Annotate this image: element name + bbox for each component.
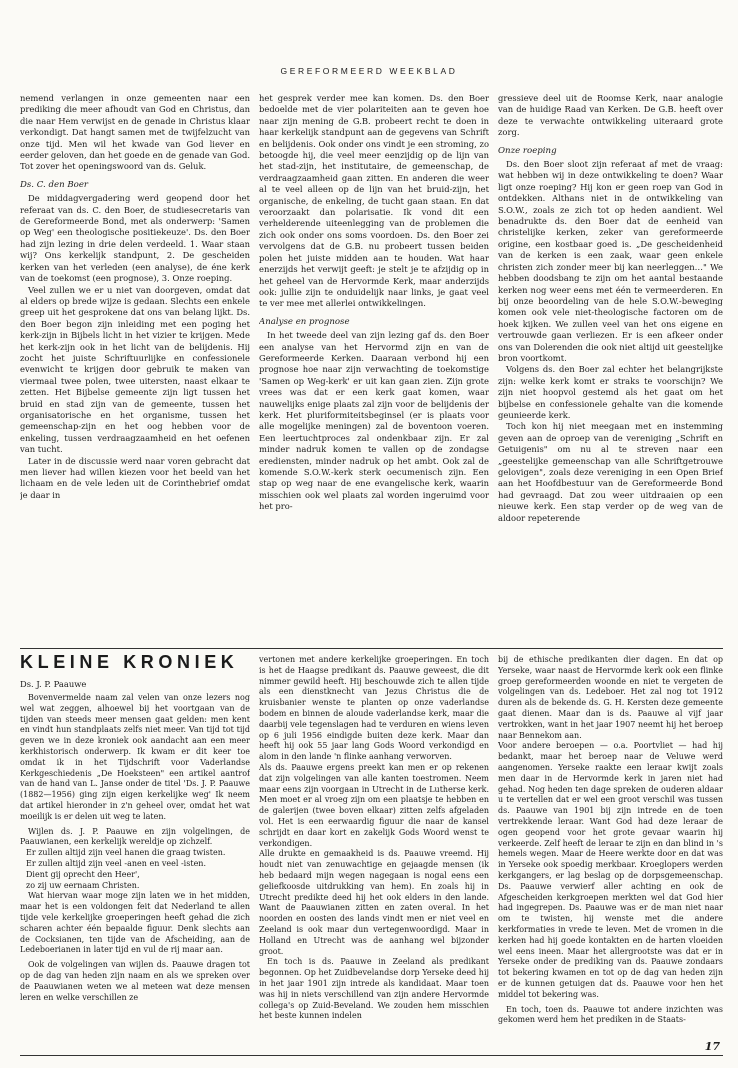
article-column-3 — [498, 93, 723, 641]
article-column-2 — [259, 93, 489, 641]
paragraph: bij de ethische predikanten dier dagen. En dat op Yerseke, waar naast de Hervormde kerk ook een flinke groep gereformeerden woonde en niet te vergeten de volgelingen van ds. Ledeboer. Het zal nog tot 1912 duren als de bekende ds. G. H. Kersten deze gemeente gaat dienen. Maar dan is ds. Paauwe al vijf jaar vertrokken, want in het jaar 1907 neemt hij het beroep naar Bennekom aan. — [498, 655, 723, 740]
verse — [20, 848, 250, 891]
paragraph: Toch kon hij niet meegaan met en instemming geven aan de oproep van de vereniging „Schrift en Getuigenis" om nu al te streven naar een „geestelijke gemeenschap van alle Schriftgetrouwe gelovigen", zoals deze vereniging in een Open Brief aan het Hoofdbestuur van de Gereformeerde Bond had gevraagd. Dat zou weer uitdraaien op een nieuwe kerk. Een stap verder op de weg van de aldoor repeterende — [498, 421, 723, 523]
paragraph: Veel zullen we er u niet van doorgeven, omdat dat al elders op brede wijze is gedaan. Slechts een enkele greep uit het gesprokene dat ons van belang lijkt. Ds. den Boer begon zijn inleiding met een poging het kerk-zijn in Bijbels licht in het vizier te krijgen. Mede het kerk-zijn ook in het licht van de belijdenis. Hij zocht het juiste Schriftuurlijke en confessionele evenwicht te krijgen door gebruik te maken van viermaal twee polen, twee uitersten, naast elkaar te zetten. Het Bijbelse gemeente zijn ligt tussen het bruid en stad zijn van de gemeente, tussen het organisatorische en het organisme, tussen het gemeenschap-zijn en het oog hebben voor de enkeling, tussen verdraagzaamheid en het oefenen van tucht. — [20, 284, 250, 455]
paragraph: vertonen met andere kerkelijke groeperingen. En toch is het de Haagse predikant ds. Paauwe geweest, die dit nimmer gewild heeft. Hij beschouwde zich te allen tijde als een dienstknecht van Jezus Christus die de kruisbanier wenste te planten op onze vaderlandse bodem en binnen de aloude vaderlandse kerk, maar die daarbij vele tegenslagen had te verduren en wiens leven op 6 juli 1956 eindigde buiten deze kerk. Maar dan heeft hij ook 55 jaar lang Gods Woord verkondigd en alom in den lande 'n flinke aanhang verworven. — [259, 655, 489, 762]
paragraph: Als ds. Paauwe ergens preekt kan men er op rekenen dat zijn volgelingen van alle kanten toestromen. Neem maar eens zijn voorgaan in Utrecht in de Lutherse kerk. Men moet er al vroeg zijn om een plaatsje te hebben en de galerijen (twee boven elkaar) zitten zelfs afgeladen vol. Het is een eerwaardig figuur die naar de kansel schrijdt en daar kort en zakelijk Gods Woord wenst te verkondigen. — [259, 762, 489, 848]
section-heading-analyse: Analyse en prognose — [259, 316, 350, 327]
paragraph: Wat hiervan waar moge zijn laten we in het midden, maar het is een voldongen feit dat Nederland te allen tijde vele kerkelijke groeperingen heeft gehad die zich scharen achter één bepaalde figuur. Denk slechts aan de Cocksianen, ten tijde van de Afscheiding, aan de Ledeboerianen in later tijd en vul de rij maar aan. — [20, 891, 250, 955]
kroniek-author: Ds. J. P. Paauwe — [20, 679, 87, 689]
kroniek-column-3 — [498, 655, 723, 1033]
section-divider — [20, 648, 723, 649]
article-column-1 — [20, 93, 250, 641]
paragraph: gressieve deel uit de Roomse Kerk, naar analogie van de huidige Raad van Kerken. De G.B. heeft over deze te verwachte ontwikkeling uiteraard grote zorg. — [498, 93, 723, 138]
paragraph: Volgens ds. den Boer zal echter het belangrijkste zijn: welke kerk komt er straks te voorschijn? We zijn niet hoopvol gestemd als het gaat om het bijbelse en confessionele gehalte van die komende geunieerde kerk. — [498, 364, 723, 420]
paragraph: Ds. den Boer sloot zijn referaat af met de vraag: wat hebben wij in deze ontwikkeling te doen? Waar ligt onze roeping? Hij kon er geen roep van God in ontdekken. Althans niet in de ontwikkeling van S.O.W., zoals ze zich tot op heden aandient. Wel benadrukte ds. den Boer dat de eenheid van christelijke kerken, zeker van gereformeerde origine, een kostbaar goed is. „De gescheidenheid van de kerken is een zaak, waar geen enkele christen zich zonder meer bij kan neerleggen…" We hebben doodsbang te zijn om het aantal bestaande kerken nog weer eens met één te vermeerderen. En bij onze beoordeling van de hele S.O.W.-beweging komen ook vele niet-theologische factoren om de hoek kijken. We zullen veel van het ons eigene en vertrouwde gaan verliezen. Er is een afkeer onder ons van Dolerenden die ook niet altijd uit geestelijke bron voortkomt. — [498, 159, 723, 363]
kroniek-title: KLEINE KRONIEK — [20, 652, 239, 672]
paragraph: En toch is ds. Paauwe in Zeeland als predikant begonnen. Op het Zuidbevelandse dorp Yerseke deed hij in het jaar 1901 zijn intrede als kandidaat. Maar toen was hij in niets verschillend van zijn andere Hervormde collega's op Zuid-Beveland. We zouden hem misschien het beste kunnen indelen — [259, 957, 489, 1021]
paragraph: Bovenvermelde naam zal velen van onze lezers nog wel wat zeggen, alhoewel bij het voortgaan van de tijden van steeds meer mensen gaat gelden: men kent en vindt hun standplaats zelfs niet meer. Van tijd tot tijd geven we in deze kroniek ook aandacht aan een meer kerkhistorisch onderwerp. Ik kwam er dit keer toe omdat ik in het Tijdschrift voor Vaderlandse Kerkgeschiedenis „De Hoeksteen" een artikel aantrof van de hand van L. Janse onder de titel 'Ds. J. P. Paauwe (1882—1956) ging zijn eigen kerkelijke weg' Ik neem dat artikel hieronder in z'n geheel over, omdat het wat moeilijk is er delen uit weg te laten. — [20, 693, 250, 821]
verse-line: zo zij uw eernaam Christen. — [26, 880, 140, 890]
paragraph: En toch, toen ds. Paauwe tot andere inzichten was gekomen werd hem het prediken in de Staats- — [498, 1004, 723, 1025]
paragraph: Voor andere beroepen — o.a. Poortvliet — had hij bedankt, maar het beroep naar de Veluwe werd aangenomen. Yerseke raakte een leraar kwijt zoals men daar in de Hervormde kerk in jaren niet had gehad. Nog heden ten dage spreken de ouderen aldaar u te vertellen dat er wel een groot verschil was tussen ds. Paauwe van 1901 bij zijn intrede en de toen vertrekkende leraar. Want God had deze leraar de ogen geopend voor het grote gevaar waarin hij verkeerde. Zelf heeft de leraar te zijn en dan blind in 's hemels wegen. Maar de Heere werkte door en dat was in Yerseke ook spoedig merkbaar. Kroeglopers werden kerkgangers, er lag beslag op de dorpsgemeenschap. Ds. Paauwe verwierf aller achting en ook de Afgescheiden kerkgroepen merkten wel dat God hier had ingegrepen. Ds. Paauwe was er de man niet naar om te twisten, hij wenste met die andere kerkformaties in vrede te leven. Met de vromen in die kerken had hij goede kontakten en de harten vloeiden wel eens ineen. Maar het allergrootste was dat er in Yerseke onder de prediking van ds. Paauwe zondaars tot bekering kwamen en tot op de dag van heden zijn er de kunnen getuigen dat ds. Paauwe voor hen het middel tot bekering was. — [498, 741, 723, 999]
running-header: GEREFORMEERD WEEKBLAD — [280, 66, 458, 76]
paragraph: Alle drukte en gemaakheid is ds. Paauwe vreemd. Hij houdt niet van zenuwachtige en gejaagde mensen (ik heb bedaard mijn wegen nagegaan is nogal eens een geliefkoosde uitdrukking van hem). En zoals hij in Utrecht predikte deed hij het ook elders in den lande. Want de Paauwianen zitten en zaten overal. In het noorden en oosten des lands vindt men er niet veel en Zeeland is ook maar dun vertegenwoordigd. Maar in Holland en Utrecht was de aanhang wel bijzonder groot. — [259, 849, 489, 956]
section-heading-roeping: Onze roeping — [498, 145, 557, 156]
paragraph: het gesprek verder mee kan komen. Ds. den Boer bedoelde met de vier polariteiten aan te geven hoe naar zijn mening de G.B. probeert recht te doen in haar kerkelijk standpunt aan de gegevens van Schrift en belijdenis. Ook onder ons vindt je een stroming, zo betoogde hij, die veel meer eenzijdig op de lijn van het stad-zijn, het institutaire, de gemeenschap, de verdraagzaamheid gaan zitten. En anderen die weer al te veel alleen op de lijn van het bruid-zijn, het organische, de enkeling, de tucht gaan staan. En dat veroorzaakt dan polarisatie. Ik vond dit een verhelderende uiteenlegging van de problemen die zich ook onder ons soms voordoen. Ds. den Boer zei vervolgens dat de G.B. nu probeert tussen beiden polen het juiste midden aan te houden. Wat haar enerzijds het verwijt geeft: je stelt je te afzijdig op in het geheel van de Hervormde Kerk, maar anderzijds ook: jullie zijn te onduidelijk naar links, je gaat veel te ver mee met allerlei ontwikkelingen. — [259, 93, 489, 309]
kroniek-column-1 — [20, 693, 250, 1033]
paragraph: In het tweede deel van zijn lezing gaf ds. den Boer een analyse van het Hervormd zijn en van de Gereformeerde Kerken. Daaraan verbond hij een prognose hoe naar zijn verwachting de toekomstige 'Samen op Weg-kerk' er uit kan gaan zien. Zijn grote vrees was dat er een kerk gaat komen, waar nauwelijks enige plaats zal zijn voor de belijdenis der kerk. Het pluriformiteitsbeginsel (er is plaats voor alle mogelijke meningen) zal de boventoon voeren. Een leertuchtproces zal ondenkbaar zijn. Er zal minder nadruk komen te vallen op de zondagse erediensten, minder nadruk op het ambt. Ook zal de komende S.O.W.-kerk sterk oecumenisch zijn. Een stap op weg naar de ene evangelische kerk, waarin misschien ook wel plaats zal worden ingeruimd voor het pro- — [259, 330, 489, 512]
paragraph: De middagvergadering werd geopend door het referaat van ds. C. den Boer, de studiesecretaris van de Gereformeerde Bond, met als onderwerp: 'Samen op Weg' een theologische positiekeuze'. Ds. den Boer had zijn lezing in drie delen verdeeld. 1. Waar staan wij? Ons kerkelijk standpunt, 2. De gescheiden kerken van het verleden (een analyse), de éne kerk van de toekomst (een prognose), 3. Onze roeping. — [20, 193, 250, 284]
paragraph: Later in de discussie werd naar voren gebracht dat men liever had willen kiezen voor het beeld van het lichaam en de vele leden uit de Corinthebrief omdat je daar in — [20, 455, 250, 500]
verse-line: Dient gij oprecht den Heer', — [26, 869, 140, 879]
page-number: 17 — [704, 1040, 720, 1053]
footer-rule — [20, 1055, 723, 1056]
intro-paragraph: nemend verlangen in onze gemeenten naar een prediking die meer afhoudt van God en Christus, dan die naar Hem verwijst en de genade in Christus klaar verkondigt. Dat hangt samen met de twijfelzucht van onze tijd. Men wil het kwade van God liever en eerder geloven, dan het goede en de genade van God. Tot zover het openingswoord van ds. Geluk. — [20, 93, 250, 172]
paragraph: Wijlen ds. J. P. Paauwe en zijn volgelingen, de Paauwianen, een kerkelijk wereldje op zichzelf. — [20, 826, 250, 847]
section-heading-den-boer: Ds. C. den Boer — [20, 179, 89, 190]
verse-line: Er zullen altijd zijn veel -anen en veel -isten. — [26, 858, 206, 868]
verse-line: Er zullen altijd zijn veel hanen die graag twisten. — [26, 848, 226, 858]
paragraph: Ook de volgelingen van wijlen ds. Paauwe dragen tot op de dag van heden zijn naam en als we spreken over de Paauwianen weten we al meteen wat deze mensen leren en welke verschillen ze — [20, 960, 250, 1002]
kroniek-column-2 — [259, 655, 489, 1033]
